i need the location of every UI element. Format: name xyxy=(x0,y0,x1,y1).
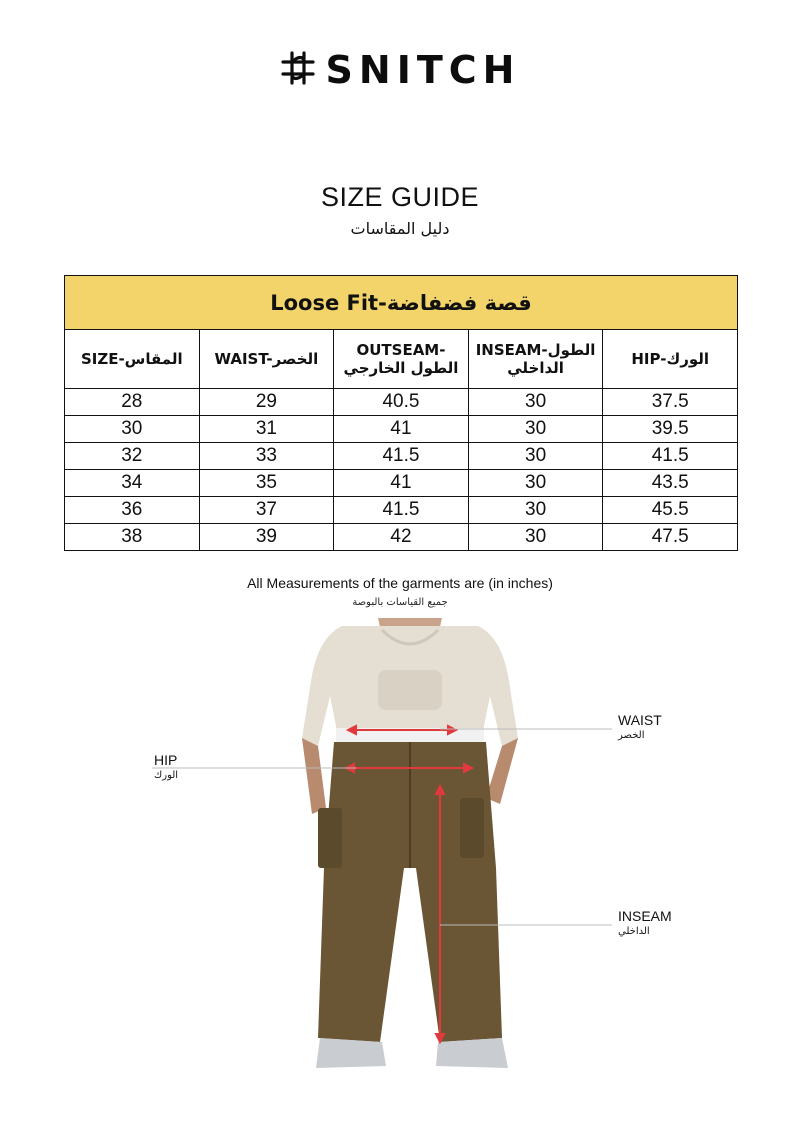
cell-hip: 41.5 xyxy=(603,443,738,470)
cell-outseam: 40.5 xyxy=(334,389,469,416)
cell-hip: 45.5 xyxy=(603,497,738,524)
cell-hip: 39.5 xyxy=(603,416,738,443)
cell-inseam: 30 xyxy=(468,389,603,416)
fit-title: Loose Fit-قصة فضفاضة xyxy=(65,276,738,330)
cell-inseam: 30 xyxy=(468,443,603,470)
hip-label: HIP الورك xyxy=(154,752,179,781)
cell-size: 28 xyxy=(65,389,200,416)
cell-hip: 37.5 xyxy=(603,389,738,416)
cell-inseam: 30 xyxy=(468,497,603,524)
cell-outseam: 41 xyxy=(334,470,469,497)
cell-waist: 31 xyxy=(199,416,334,443)
cell-size: 36 xyxy=(65,497,200,524)
brand-name: SNITCH xyxy=(325,48,521,92)
cell-hip: 43.5 xyxy=(603,470,738,497)
column-header-waist: WAIST-الخصر xyxy=(199,330,334,389)
column-header-outseam: OUTSEAM- الطول الخارجي xyxy=(334,330,469,389)
inseam-label: INSEAM الداخلي xyxy=(618,908,672,937)
cell-waist: 35 xyxy=(199,470,334,497)
cell-outseam: 41.5 xyxy=(334,497,469,524)
cell-inseam: 30 xyxy=(468,470,603,497)
cell-waist: 33 xyxy=(199,443,334,470)
page-title-arabic: دليل المقاسات xyxy=(350,219,450,238)
cell-inseam: 30 xyxy=(468,524,603,551)
measurement-note-arabic: جميع القياسات بالبوصة xyxy=(352,597,448,608)
cell-outseam: 41.5 xyxy=(334,443,469,470)
cell-waist: 29 xyxy=(199,389,334,416)
column-header-inseam: INSEAM-الطول الداخلي xyxy=(468,330,603,389)
measurement-note: All Measurements of the garments are (in inches) xyxy=(247,575,553,591)
column-header-hip: HIP-الورك xyxy=(603,330,738,389)
cell-outseam: 42 xyxy=(334,524,469,551)
cell-size: 32 xyxy=(65,443,200,470)
cell-size: 34 xyxy=(65,470,200,497)
cell-waist: 37 xyxy=(199,497,334,524)
cell-hip: 47.5 xyxy=(603,524,738,551)
cell-waist: 39 xyxy=(199,524,334,551)
cell-inseam: 30 xyxy=(468,416,603,443)
column-header-size: SIZE-المقاس xyxy=(65,330,200,389)
cell-size: 30 xyxy=(65,416,200,443)
cell-size: 38 xyxy=(65,524,200,551)
page-title: SIZE GUIDE xyxy=(320,182,480,212)
cell-outseam: 41 xyxy=(334,416,469,443)
waist-label: WAIST الخصر xyxy=(618,712,662,741)
